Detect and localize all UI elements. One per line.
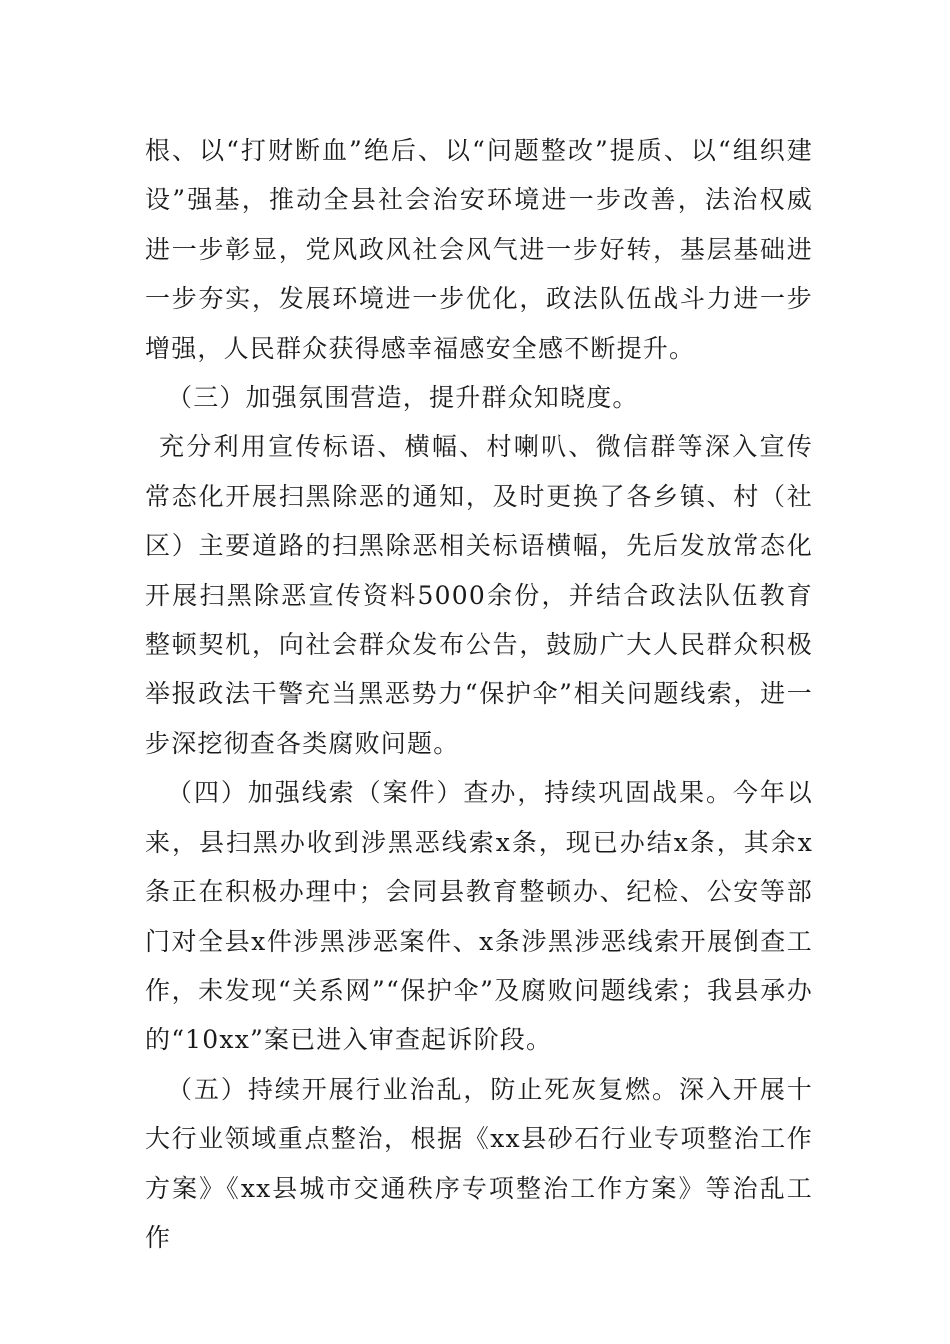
section-paragraph-5: （五）持续开展行业治乱，防止死灰复燃。深入开展十大行业领域重点整治，根据《xx县砂石行业专项整治工作方案》《xx县城市交通秩序专项整治工作方案》等治乱工作 xyxy=(145,1074,813,1252)
paragraph-continuation: 根、以“打财断血”绝后、以“问题整改”提质、以“组织建设”强基，推动全县社会治安环境进一步改善，法治权威进一步彰显，党风政风社会风气进一步好转，基层基础进一步夯实，发展环境进一步优化，政法队伍战斗力进一步增强，人民群众获得感幸福感安全感不断提升。 xyxy=(145,136,813,363)
paragraph-publicity: 充分利用宣传标语、横幅、村喇叭、微信群等深入宣传常态化开展扫黑除恶的通知，及时更换了各乡镇、村（社区）主要道路的扫黑除恶相关标语横幅，先后发放常态化开展扫黑除恶宣传资料5000余份，并结合政法队伍教育整顿契机，向社会群众发布公告，鼓励广大人民群众积极举报政法干警充当黑恶势力“保护伞”相关问题线索，进一步深挖彻查各类腐败问题。 xyxy=(145,432,813,758)
section-paragraph-4: （四）加强线索（案件）查办，持续巩固战果。今年以来，县扫黑办收到涉黑恶线索x条，现已办结x条，其余x条正在积极办理中；会同县教育整顿办、纪检、公安等部门对全县x件涉黑涉恶案件、x条涉黑涉恶线索开展倒查工作，未发现“关系网”“保护伞”及腐败问题线索；我县承办的“10xx”案已进入审查起诉阶段。 xyxy=(145,778,813,1055)
document-body xyxy=(145,126,813,1262)
section-heading-3: （三）加强氛围营造，提升群众知晓度。 xyxy=(167,383,639,413)
